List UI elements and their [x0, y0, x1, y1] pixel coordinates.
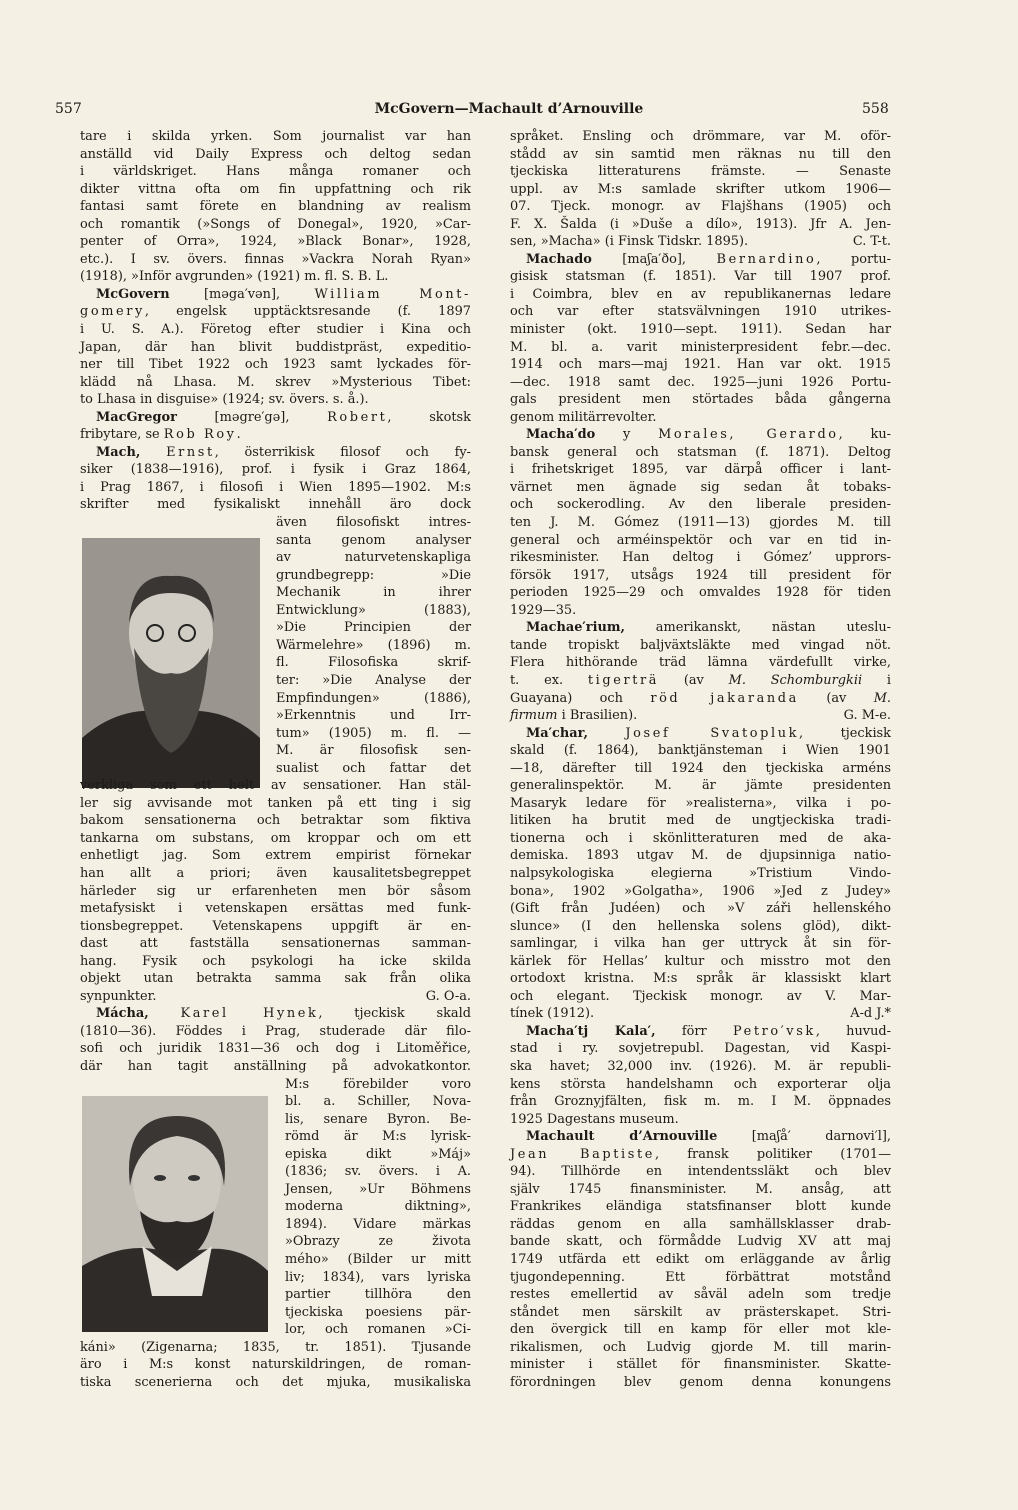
- text-line: uppl. av M:s samlade skrifter utkom 1906—: [510, 181, 891, 197]
- text: [588, 726, 625, 741]
- text-line: objekt utan betrakta samma sak från olika: [80, 971, 471, 987]
- text-line: metafysiskt i vetenskapen ersättas med funk-: [80, 901, 471, 917]
- text-line: [510, 690, 891, 708]
- text-line: ten J. M. Gómez (1911—13) gjordes M. till: [510, 515, 891, 531]
- text-line: 1894). Vidare märkas: [285, 1216, 471, 1232]
- text-line: grundbegrepp: »Die: [276, 567, 471, 583]
- text-line: tjeckiska poesiens pär-: [285, 1304, 471, 1320]
- text-line: 1914 och mars—maj 1921. Han var okt. 1915: [510, 357, 891, 373]
- text-line: Entwicklung» (1883),: [276, 602, 471, 618]
- author-signature: G. O-a.: [425, 988, 471, 1004]
- text-line: Mechanik in ihrer: [276, 585, 471, 601]
- text-line: penter of Orra», 1924, »Black Bonar», 1928,: [80, 234, 471, 250]
- author-signature: A-d J.*: [850, 1006, 891, 1022]
- text: i: [862, 672, 891, 688]
- entry-headword-line: [510, 426, 891, 444]
- text-line: M:s förebilder voro: [285, 1076, 471, 1092]
- text: synpunkter.: [80, 988, 157, 1004]
- text-line: 1925 Dagestans museum.: [510, 1111, 679, 1127]
- text-line: [510, 707, 891, 725]
- text-line: partier tillhöra den: [285, 1287, 471, 1303]
- spaced-name: Robert: [327, 409, 388, 425]
- text-line: i frihetskriget 1895, var därpå officer i lant-: [510, 462, 891, 478]
- text-line: värnet men ägnade sig sedan åt tobaks-: [510, 479, 891, 495]
- text-line: anställd vid Daily Express och deltog sedan: [80, 146, 471, 162]
- text-line: [510, 1005, 891, 1023]
- text-line: Empfindungen» (1886),: [276, 690, 471, 706]
- headword: Mach,: [96, 444, 141, 460]
- spaced-name: Morales, Gerardo: [658, 427, 839, 443]
- text-line: stådd av sin samtid men räknas nu till den: [510, 146, 891, 162]
- text-line: den övergick till en kamp för eller mot kle-: [510, 1322, 891, 1338]
- text-line: general och arméinspektör och var en tid in-: [510, 532, 891, 548]
- text-line: tionerna och i skönlitteraturen med de aka-: [510, 830, 891, 846]
- author-signature: G. M-e.: [843, 708, 891, 724]
- text-line: genom militärrevolter.: [510, 409, 657, 425]
- text-line: Frankrikes eländiga statsfinanser blott kunde: [510, 1199, 891, 1215]
- text-line: språket. Ensling och drömmare, var M. oför-: [510, 129, 891, 144]
- text-line: (1810—36). Föddes i Prag, studerade där filo-: [80, 1023, 471, 1039]
- text-line: lis, senare Byron. Be-: [285, 1111, 471, 1127]
- text-line: 94). Tillhörde en intendentssläkt och blev: [510, 1164, 891, 1180]
- text-line: káni» (Zigenarna; 1835, tr. 1851). Tjusande: [80, 1339, 471, 1355]
- text-line: »Obrazy ze života: [285, 1234, 471, 1250]
- right-column: [510, 128, 891, 1391]
- text-line: [510, 1146, 891, 1164]
- entry-headword-line: [510, 619, 891, 637]
- spaced-name: Rob Roy: [163, 427, 237, 443]
- text-line: bl. a. Schiller, Nova-: [285, 1094, 471, 1110]
- text-line: M. bl. a. varit ministerpresident febr.—dec.: [510, 339, 891, 355]
- text-line: demiska. 1893 utgav M. de djupsinniga natio-: [510, 848, 891, 864]
- spaced-name: William Mont-: [314, 286, 471, 302]
- text-line: [80, 426, 471, 444]
- running-title: McGovern—Machault d’Arnouville: [374, 101, 644, 117]
- italic-text: firmum: [510, 708, 558, 724]
- text-line: bande skatt, och förmådde Ludvig XV att maj: [510, 1234, 891, 1250]
- text-line: santa genom analyser: [276, 532, 471, 548]
- text-line: ter: »Die Analyse der: [276, 672, 471, 688]
- text-line: tankarna om substans, om kroppar och om ett: [80, 830, 471, 846]
- text-line: dikter vittna ofta om fin uppfattning och rik: [80, 181, 471, 197]
- headword: Ma′char,: [526, 725, 588, 741]
- text-line: siker (1838—1916), prof. i fysik i Graz 1864,: [80, 462, 471, 478]
- text: i Brasilien).: [557, 708, 638, 724]
- text: , tjeckisk skald: [318, 1006, 471, 1022]
- spaced-name: Petro′vsk: [732, 1023, 816, 1039]
- text: , tjeckisk: [799, 725, 891, 741]
- italic-text: M. Schomburgkii: [728, 672, 863, 688]
- text-line: episka dikt »Máj»: [285, 1146, 471, 1162]
- text-line: [80, 988, 471, 1006]
- text-line: rikesminister. Han deltog i Gómez’ upprors-: [510, 550, 891, 566]
- text: t. ex.: [510, 672, 588, 688]
- text: (av: [659, 672, 729, 688]
- text-line: bakom sensationerna och betraktar som fiktiva: [80, 813, 471, 829]
- text-line: ler sig avvisande mot tanken på ett ting i sig: [80, 795, 471, 811]
- headword: Machae′rium,: [526, 620, 625, 636]
- text: Guayana) och: [510, 690, 651, 706]
- text-line: tare i skilda yrken. Som journalist var han: [80, 129, 471, 144]
- text: sen, »Macha» (i Finsk Tidskr. 1895).: [510, 234, 749, 250]
- text-line: han allt a priori; även kausalitetsbegreppet: [80, 865, 471, 881]
- text-line: [80, 303, 471, 321]
- headword: Mácha,: [96, 1006, 149, 1022]
- text: (av: [798, 690, 874, 706]
- text-line: Jensen, »Ur Böhmens: [285, 1181, 471, 1197]
- text: [maʃå′ darnovi′l],: [717, 1129, 891, 1145]
- text-line: Masaryk ledare för »realisterna», vilka i po-: [510, 795, 891, 811]
- text-line: tionsbegreppet. Vetenskapens uppgift är en-: [80, 918, 471, 934]
- text-line: ståndet men särskilt av prästerskapet. Stri-: [510, 1304, 891, 1320]
- text-line: Flera hithörande träd lämna värdefullt virke,: [510, 655, 891, 671]
- headword: Machault d’Arnouville: [526, 1129, 718, 1145]
- text-line: tjugondepenning. Ett förbättrat motstånd: [510, 1269, 891, 1285]
- text-line: [510, 233, 891, 251]
- spaced-name: Bernardino: [716, 251, 817, 267]
- headword: MacGregor: [96, 409, 177, 425]
- text-line: (Gift från Judéen) och »V záři hellenského: [510, 901, 891, 917]
- text: amerikanskt, nästan uteslu-: [624, 620, 891, 636]
- text-line: sualist och fattar det: [276, 760, 471, 776]
- text-line: moderna diktning»,: [285, 1199, 471, 1215]
- text: , ku-: [838, 427, 891, 443]
- text-line: i U. S. A.). Företog efter studier i Kina och: [80, 322, 471, 338]
- text-line: (1836; sv. övers. i A.: [285, 1164, 471, 1180]
- spaced-name: röd jakaranda: [650, 690, 799, 706]
- page-number-left: 557: [55, 101, 82, 117]
- text-line: to Lhasa in disguise» (1924; sv. övers. s. å.).: [80, 392, 369, 408]
- text-line: även filosofiskt intres-: [276, 515, 471, 531]
- spaced-name: Ernst: [166, 444, 215, 460]
- entry-headword-line: [510, 1023, 891, 1041]
- text-line: M. är filosofisk sen-: [276, 743, 471, 759]
- text-line: från Groznyjfälten, fisk m. m. I M. öppnades: [510, 1094, 891, 1110]
- text-line: F. X. Šalda (i »Duše a dílo», 1913). Jfr A. Jen-: [510, 216, 891, 232]
- text: [maʃa′ðo],: [591, 251, 717, 267]
- text-line: kärlek för Hellas’ kultur och misstro mot den: [510, 953, 891, 969]
- text-line: 1929—35.: [510, 602, 577, 618]
- page-number-right: 558: [862, 101, 889, 117]
- text: [məgre′gə],: [176, 409, 328, 425]
- text-line: »Die Principien der: [276, 620, 471, 636]
- text-line: tande tropiskt baljväxtsläkte med vingad nöt.: [510, 637, 891, 653]
- text-line: Wärmelehre» (1896) m.: [276, 637, 471, 653]
- text-line: mého» (Bilder ur mitt: [285, 1252, 471, 1267]
- headword: McGovern: [96, 286, 170, 302]
- text-line: förordningen blev genom denna konungens: [510, 1374, 891, 1390]
- italic-text: M.: [873, 690, 891, 706]
- text: , österrikisk filosof och fy-: [214, 444, 471, 460]
- text-line: —18, därefter till 1924 den tjeckiska arméns: [510, 760, 891, 776]
- spaced-name: Karel Hynek: [180, 1006, 319, 1022]
- entry-headword-line: [80, 286, 471, 304]
- text-line: av naturvetenskapliga: [276, 550, 471, 566]
- text-line: ner till Tibet 1922 och 1923 samt lyckades för-: [80, 357, 471, 373]
- text-line: fl. Filosofiska skrif-: [276, 655, 471, 671]
- text-line: bansk general och statsman (f. 1871). Deltog: [510, 444, 891, 460]
- text-line: Japan, där han blivit buddistpräst, expeditio-: [80, 339, 471, 355]
- text: förr: [655, 1023, 733, 1039]
- text-line: i världskriget. Hans många romaner och: [80, 164, 471, 180]
- text: .: [236, 427, 241, 443]
- text: [məga′vən],: [169, 286, 315, 302]
- entry-headword-line: [80, 444, 471, 462]
- text-line: där han tagit anställning på advokatkontor.: [80, 1058, 471, 1074]
- left-column: [80, 128, 471, 1391]
- spaced-name: Jean Baptiste: [510, 1146, 655, 1162]
- text-line: perioden 1925—29 och omvaldes 1928 för tiden: [510, 585, 891, 601]
- text-line: lor, och romanen »Ci-: [285, 1322, 471, 1338]
- text-line: härleder sig ur erfarenheten men bör såsom: [80, 883, 471, 899]
- text-line: etc.). I sv. övers. finnas »Vackra Norah Ryan»: [80, 251, 471, 267]
- text-line: 1749 utfärda ett edikt om erläggande av årlig: [510, 1252, 891, 1267]
- text-line: römd är M:s lyrisk-: [285, 1129, 471, 1145]
- entry-headword-line: [80, 1005, 471, 1023]
- text-line: i Prag 1867, i filosofi i Wien 1895—1902. M:s: [80, 479, 471, 495]
- text-line: generalinspektör. M. är jämte presidenten: [510, 778, 891, 794]
- text-line: enhetligt jag. Som extrem empirist förnekar: [80, 848, 471, 864]
- text-line: räddas genom en alla samhällsklasser drab-: [510, 1216, 891, 1232]
- text-line: gals president men störtades båda gångerna: [510, 392, 891, 408]
- text-line: och elegant. Tjeckisk monogr. av V. Mar-: [510, 988, 891, 1004]
- text-line: själv 1745 finansminister. M. ansåg, att: [510, 1181, 891, 1197]
- text: , skotsk: [387, 409, 471, 425]
- headword: Macha′do: [526, 427, 596, 443]
- text-line: försök 1917, utsågs 1924 till president för: [510, 567, 891, 583]
- entry-headword-line: [510, 251, 891, 269]
- text-line: hang. Fysik och psykologi ha icke skilda: [80, 953, 471, 969]
- text-line: och romantik (»Songs of Donegal», 1920, »Car-: [80, 216, 471, 232]
- entry-headword-line: [510, 1128, 891, 1146]
- text-line: fantasi samt förete en blandning av realism: [80, 199, 471, 215]
- spaced-name: gomery: [80, 304, 145, 320]
- headword: Machado: [526, 251, 592, 267]
- text-line: bona», 1902 »Golgatha», 1906 »Jed z Judey»: [510, 883, 891, 899]
- text-line: 07. Tjeck. monogr. av Flajšhans (1905) och: [510, 199, 891, 215]
- text: [140, 445, 166, 460]
- text: [149, 1006, 181, 1021]
- text-line: verkliga som ett helt av sensationer. Han stäl-: [80, 778, 471, 794]
- text: , portu-: [816, 251, 891, 267]
- text-line: restes emellertid av såväl adeln som tredje: [510, 1287, 891, 1303]
- text-line: litiken ha brutit med de ungtjeckiska tradi-: [510, 813, 891, 829]
- text: , engelsk upptäcktsresande (f. 1897: [144, 304, 471, 320]
- text-line: i Coimbra, blev en av republikanernas ledare: [510, 286, 891, 302]
- text-line: gisisk statsman (f. 1851). Var till 1907 prof.: [510, 269, 891, 285]
- text: tínek (1912).: [510, 1006, 595, 1022]
- spaced-name: Josef Svatopluk: [625, 725, 800, 741]
- text-line: och sockerodling. Av den liberale presiden-: [510, 497, 891, 513]
- text-line: sofi och juridik 1831—36 och dog i Litoměřice,: [80, 1041, 471, 1057]
- text: , fransk politiker (1701—: [654, 1146, 891, 1162]
- text-line: minister i stället för finansminister. Skatte-: [510, 1357, 891, 1373]
- text-line: skald (f. 1864), banktjänsteman i Wien 1901: [510, 743, 891, 759]
- text-line: [510, 672, 891, 690]
- text-line: kens största handelshamn och exporterar olja: [510, 1076, 891, 1092]
- text-line: ska havet; 32,000 inv. (1926). M. är republi-: [510, 1058, 891, 1074]
- author-signature: C. T-t.: [852, 234, 891, 250]
- text-line: slunce» (I den hellenska solens glöd), dikt-: [510, 918, 891, 934]
- text: fribytare, se: [80, 427, 164, 443]
- spaced-name: tigerträ: [587, 672, 660, 688]
- text-line: stad i ry. sovjetrepubl. Dagestan, vid Kaspi-: [510, 1041, 891, 1057]
- text-line: »Erkenntnis und Irr-: [276, 708, 471, 724]
- text-line: liv; 1834), vars lyriska: [285, 1269, 471, 1285]
- text-line: ortodoxt kristna. M:s språk är klassiskt klart: [510, 971, 891, 987]
- text-line: äro i M:s konst naturskildringen, de roman-: [80, 1357, 471, 1373]
- text: , huvud-: [815, 1023, 891, 1039]
- entry-headword-line: [80, 409, 471, 427]
- text-line: samlingar, i vilka han ger uttryck åt sin för-: [510, 936, 891, 952]
- text-line: —dec. 1918 samt dec. 1925—juni 1926 Portu-: [510, 374, 891, 390]
- text-line: tiska scenerierna och det mjuka, musikaliska: [80, 1374, 471, 1390]
- text-line: skrifter med fysikaliskt innehåll äro dock: [80, 497, 471, 513]
- text-line: tum» (1905) m. fl. —: [276, 725, 471, 741]
- text-line: klädd nå Lhasa. M. skrev »Mysterious Tibet:: [80, 374, 471, 390]
- text-line: nalpsykologiska elegierna »Tristium Vindo-: [510, 865, 891, 881]
- text-line: rikalismen, och Ludvig gjorde M. till marin-: [510, 1339, 891, 1355]
- text-line: dast att fastställa sensationernas samman-: [80, 936, 471, 952]
- headword: Macha′tj Kala′,: [526, 1023, 656, 1039]
- text-line: minister (okt. 1910—sept. 1911). Sedan har: [510, 322, 891, 338]
- entry-headword-line: [510, 725, 891, 743]
- text: y: [595, 427, 659, 443]
- text-line: tjeckiska litteraturens främste. — Senaste: [510, 164, 891, 180]
- text-line: och var efter statsvälvningen 1910 utrikes-: [510, 304, 891, 320]
- text-line: (1918), »Inför avgrunden» (1921) m. fl. S. B. L.: [80, 269, 389, 285]
